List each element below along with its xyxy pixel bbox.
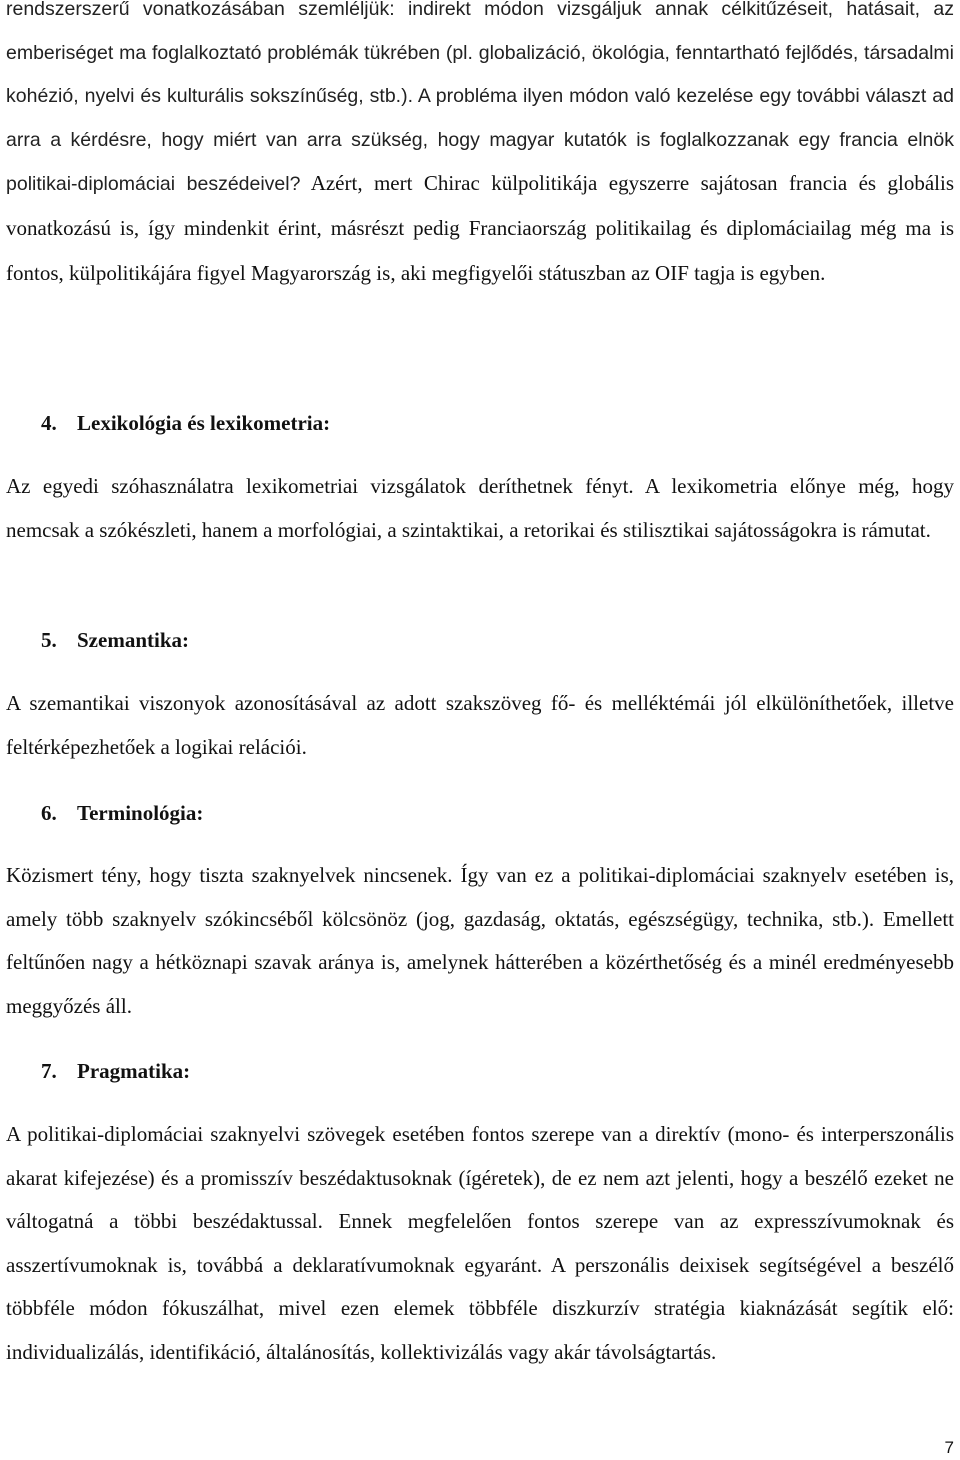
section-title: Pragmatika: [77,1059,191,1083]
section-heading-pragmatika [41,1057,190,1085]
section-heading-szemantika [41,626,189,654]
section-title: Lexikológia és lexikometria: [77,411,331,435]
intro-text-part2: Azért, mert Chirac külpolitikája egyszerre sajátosan francia és globális vonatkozású is, így mindenkit érint, másrészt pedig Franciaország politikailag és diplomáciailag még ma is fontos, külpolitikájára figyel Magyarország is, aki megfigyelői státuszban az OIF tagja is egyben. [6,171,954,285]
section-text-a: A politikai-diplomáciai szaknyelvi szövegek esetében fontos szerepe van a direktív (mono- és interperszonális akarat kifejezése) és a promisszív beszédaktusoknak (ígéretek), de ez nem azt jelenti, hogy a beszélő ezeket ne váltogatná a többi beszédaktussal. Ennek megfelelően fontos szerepe van az expresszívumoknak és asszertívumoknak is, továbbá a deklaratívumoknak egyaránt. A perszonális deixisek segítségével a beszélő többféle módon fókuszálhat, mivel ezen elemek többféle diszkurzív stratégia kiaknázását segítik elő: individualizálás, identifikáció, általánosítás, kollektivizálás vagy akár távolságtartás. [6,1122,954,1364]
section-title: Terminológia: [77,801,204,825]
section-text-a: A szemantikai viszonyok azonosításával az adott szakszöveg fő- és melléktémái jól elkülöníthetőek, illetve feltérképezhetőek a logikai relációi. [6,691,954,759]
section-text-a: Közismert tény, hogy tiszta szaknyelvek nincsenek. Így van ez a politikai-diplomáciai szaknyelv esetében is, amely több szaknyelv szókincséből kölcsönöz (jog, gazdaság, oktatás, egészségügy, technika, stb.). Emellett feltűnően nagy a hétköznapi szavak aránya is, amelynek hátterében a közérthetőség és a minél eredményesebb meggyőzés áll. [6,863,954,1018]
section-heading-lexikologia [41,409,330,437]
section-number: 4. [41,411,57,435]
section-paragraph-terminologia [6,854,954,1028]
section-number: 6. [41,801,57,825]
section-text-a: Az egyedi szóhasználatra lexikometriai vizsgálatok deríthetnek fényt. [6,474,634,498]
intro-text-part1: rendszerszerű vonatkozásában szemléljük: indirekt módon vizsgáljuk annak célkitűzéseit, hatásait, az emberiséget ma foglalkoztató problémák tükrében (pl. globalizáció, ökológia, fenntartható fejlődés, társadalmi kohézió, nyelvi és kulturális sokszínűség, stb.). A probléma ilyen módon való kezelése egy további választ ad arra a kérdésre, hogy miért van arra szükség, hogy magyar kutatók is foglalkozzanak egy francia elnök politikai-diplomáciai beszédeivel? [6,0,954,196]
intro-paragraph [6,0,954,296]
section-paragraph-pragmatika [6,1113,954,1375]
section-paragraph-lexikologia [6,465,954,552]
section-paragraph-szemantika [6,682,954,769]
section-number: 7. [41,1059,57,1083]
section-heading-terminologia [41,799,203,827]
section-number: 5. [41,628,57,652]
page-number: 7 [944,1438,954,1457]
section-text-b: A lexikometria előnye még, hogy nemcsak a szókészleti, hanem a morfológiai, a szintaktikai, a retorikai és stilisztikai sajátosságokra is rámutat. [6,474,954,542]
section-title: Szemantika: [77,628,189,652]
